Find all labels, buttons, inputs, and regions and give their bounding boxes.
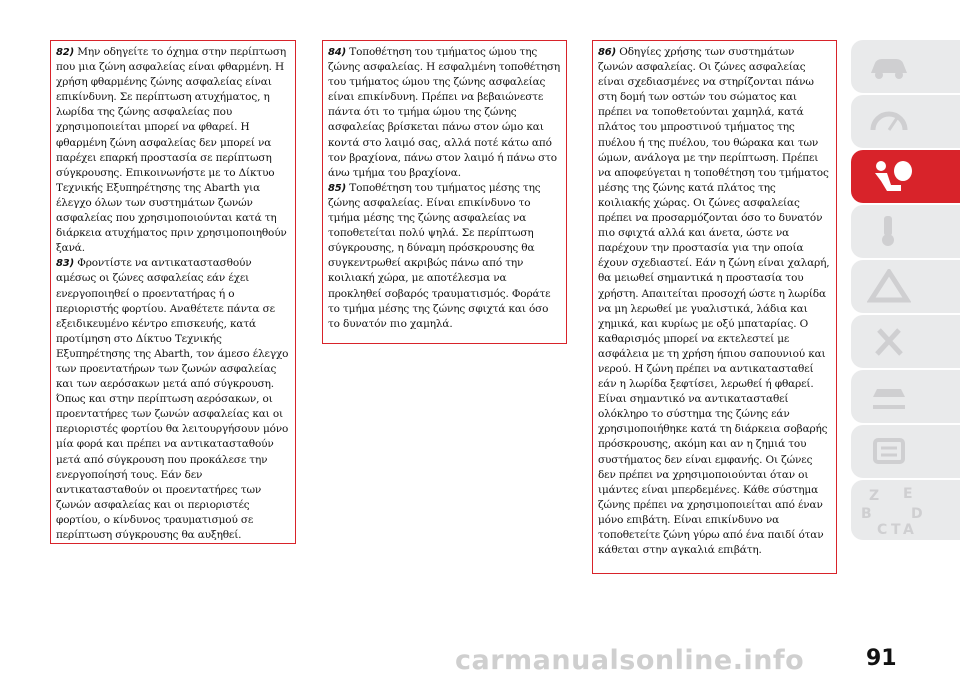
note-86 <box>598 45 831 558</box>
airbag-safety-icon <box>867 159 917 195</box>
index-letters-icon <box>859 482 929 538</box>
note-text: Τοποθέτηση του τμήματος μέσης της ζώνης ασφαλείας. Είναι επικίνδυνο το τμήμα μέσης της ζώνης ασφαλείας να τοποθετείται πολύ ψηλά. Σε περίπτωση σύγκρουσης, η δύναμη πρόσκρουσης θα συγκεντρωθεί ακριβώς πάνω από την κοιλιακή χώρα, με αποτέλεσμα να προκληθεί σοβαρός τραυματισμός. Φοράτε το τμήμα μέσης της ζώνης σφιχτά και όσο το δυνατόν πιο χαμηλά. <box>328 181 551 330</box>
tab-index[interactable] <box>851 480 960 540</box>
technical-data-icon <box>867 434 911 468</box>
note-number: 84) <box>328 47 347 58</box>
note-text: Οδηγίες χρήσης των συστημάτων ζωνών ασφαλείας. Οι ζώνες ασφαλείας είναι σχεδιασμένες να στηρίζονται πάνω στη δομή των οστών του σώματος και πρέπει να τοποθετούνται χαμηλά, κατά πλάτος του μπροστινού τμήματος της πυέλου ή της πυέλου, του θώρακα και των ώμων, ανάλογα με την περίπτωση. Πρέπει να αποφεύγεται η τοποθέτηση του τμήματος μέσης της ζώνης κατά πλάτος της κοιλιακής χώρας. Οι ζώνες ασφαλείας πρέπει να προσαρμόζονται όσο το δυνατόν πιο σφιχτά αλλά και άνετα, ώστε να παρέχουν την προστασία για την οποία έχουν σχεδιαστεί. Εάν η ζώνη είναι χαλαρή, θα μειωθεί σημαντικά η προστασία του χρήστη. Απαιτείται προσοχή ώστε η λωρίδα να μη λερωθεί με γυαλιστικά, λάδια και χημικά, και κυρίως με οξύ μπαταρίας. Ο καθαρισμός μπορεί να εκτελεστεί με ασφάλεια με τη χρήση ήπιου σαπουνιού και νερού. Η ζώνη πρέπει να αντικατασταθεί εάν η λωρίδα ξεφτίσει, λερωθεί ή φθαρεί. Είναι σημαντικό να αντικατασταθεί ολόκληρο το σύστημα της ζώνης εάν χρησιμοποιήθηκε κατά τη διάρκεια σοβαρής πρόσκρουσης, ακόμη και αν η ζημιά του συστήματος δεν είναι εμφανής. Οι ζώνες δεν πρέπει να χρησιμοποιούνται όταν οι ιμάντες είναι μπερδεμένες. Κάθε σύστημα ζώνης πρέπει να χρησιμοποιείται από έναν μόνο επιβάτη. Είναι επικίνδυνο να τοποθετείτε ζώνη γύρω από ένα παιδί όταν κάθεται στην αγκαλιά επιβάτη. <box>598 46 830 557</box>
tools-icon <box>867 324 911 358</box>
svg-text:C: C <box>877 522 888 538</box>
tab-multimedia[interactable] <box>851 425 960 478</box>
svg-text:D: D <box>911 506 923 522</box>
note-text: Τοποθέτηση του τμήματος ώμου της ζώνης ασφαλείας. Η εσφαλμένη τοποθέτηση του τμήματος ώμου της ζώνης ασφαλείας είναι επικίνδυνη. Πρέπει να βεβαιώνεστε πάντα ότι το τμήμα ώμου της ζώνης ασφαλείας βρίσκεται πάνω στον ώμο και κοντά στο λαιμό σας, αλλά ποτέ κάτω από τον βραχίονα, πάνω στον λαιμό ή πάνω στο άνω τμήμα του βραχίονα. <box>328 46 560 179</box>
note-84 <box>328 45 561 181</box>
note-text: Φροντίστε να αντικαταστασθούν αμέσως οι ζώνες ασφαλείας εάν έχει ενεργοποιηθεί ο προεντατήρας ή ο περιοριστής φορτίου. Αναθέτετε πάντα σε εξειδικευμένο κέντρο επισκευής, κατά προτίμηση στο Δίκτυο Τεχνικής Εξυπηρέτησης της Abarth, τον άμεσο έλεγχο των προεντατήρων των ζωνών ασφαλείας και των αερόσακων μετά από σύγκρουση. Όπως και στην περίπτωση αερόσακων, οι προεντατήρες των ζωνών ασφαλείας και οι περιοριστές φορτίου θα λειτουργήσουν μόνο μία φορά και πρέπει να αντικατασταθούν μετά από σύγκρουση που προκάλεσε την ενεργοποίησή τους. Εάν δεν αντικατασταθούν οι προεντατήρες των ζωνών ασφαλείας και οι περιοριστές φορτίου, ο κίνδυνος τραυματισμού σε περίπτωση σύγκρουσης θα αυξηθεί. <box>56 257 289 541</box>
column-3 <box>592 40 837 574</box>
car-icon <box>867 49 911 83</box>
svg-text:Z: Z <box>869 488 880 504</box>
note-number: 85) <box>328 182 347 194</box>
watermark: carmanualsonline.info <box>455 645 805 676</box>
tab-car[interactable] <box>851 40 960 93</box>
page-number: 91 <box>866 646 897 671</box>
note-83 <box>56 256 290 543</box>
svg-text:B: B <box>861 506 872 522</box>
svg-text:E: E <box>903 486 913 502</box>
column-2 <box>322 40 567 344</box>
tab-technical[interactable] <box>851 370 960 423</box>
tab-maintenance[interactable] <box>851 315 960 368</box>
tab-safety[interactable] <box>851 150 960 203</box>
tab-dashboard[interactable] <box>851 95 960 148</box>
note-number: 82) <box>56 47 75 58</box>
note-number: 83) <box>56 258 75 270</box>
note-82 <box>56 45 290 256</box>
svg-text:A: A <box>903 522 914 538</box>
tab-emergency[interactable] <box>851 260 960 313</box>
note-85 <box>328 181 561 332</box>
warning-triangle-icon <box>867 269 911 303</box>
note-number: 86) <box>598 47 617 58</box>
dashboard-icon <box>867 104 911 138</box>
note-text: Μην οδηγείτε το όχημα στην περίπτωση που μια ζώνη ασφαλείας είναι φθαρμένη. Η χρήση φθαρμένης ζώνης ασφαλείας είναι επικίνδυνη. Σε περίπτωση ατυχήματος, η λωρίδα της ζώνης ασφαλείας που χρησιμοποιείται μπορεί να φθαρεί. Η φθαρμένη ζώνη ασφαλείας δεν μπορεί να παρέχει επαρκή προστασία σε περίπτωση σύγκρουσης. Επικοινωνήστε με το Δίκτυο Τεχνικής Εξυπηρέτησης της Abarth για έλεγχο όλων των συστημάτων ζωνών ασφαλείας που χρησιμοποιούνται κατά τη διάρκεια ατυχήματος πριν χρησιμοποιηθούν ξανά. <box>56 46 287 255</box>
column-1 <box>50 40 296 544</box>
tab-starting[interactable] <box>851 205 960 258</box>
svg-text:T: T <box>891 522 901 538</box>
ignition-key-icon <box>867 214 911 248</box>
car-lift-icon <box>867 379 911 413</box>
